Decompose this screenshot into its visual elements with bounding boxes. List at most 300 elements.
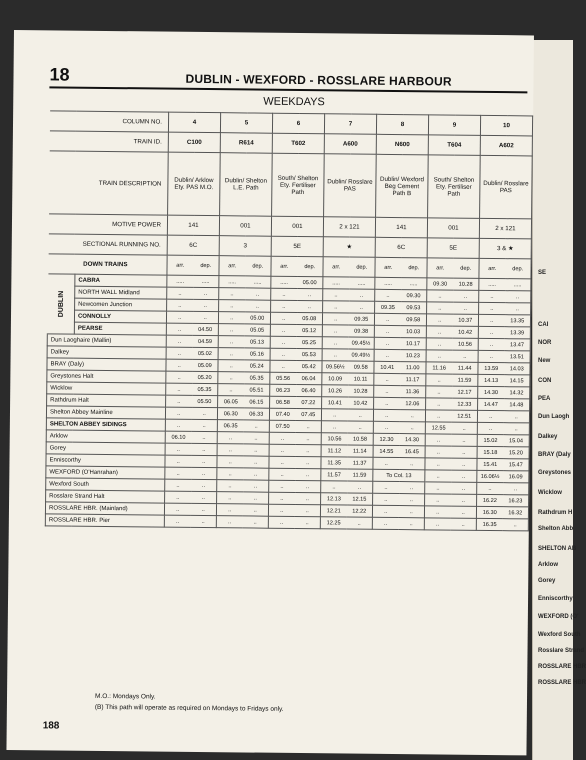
time-cell: .. [374, 373, 400, 385]
time-cell: .. [349, 289, 375, 301]
time-cell: .. [453, 302, 479, 314]
time-cell: ..... [375, 277, 401, 289]
time-cell: 11.35 [321, 457, 347, 469]
time-cell: .. [245, 300, 271, 312]
time-cell: 11.59 [452, 374, 478, 386]
time-cell: .. [374, 313, 400, 325]
motive-power-cell: 001 [271, 216, 323, 237]
time-cell: 11.14 [347, 445, 373, 457]
time-cell: 14.47 [478, 398, 504, 410]
time-cell: .. [166, 323, 192, 335]
time-cell: ..... [323, 277, 349, 289]
time-cell: .. [270, 312, 296, 324]
adjacent-page-label: NOR [538, 340, 552, 346]
adjacent-page-label: CON [538, 378, 552, 384]
time-cell: .. [374, 337, 400, 349]
time-cell: 12.30 [373, 433, 399, 445]
dep-header: dep. [453, 258, 479, 278]
time-cell: .. [426, 350, 452, 362]
time-cell: 07.45 [295, 408, 321, 420]
time-cell: .. [243, 444, 269, 456]
time-cell: .. [165, 407, 191, 419]
time-cell: 05.50 [192, 395, 218, 407]
time-cell: .. [373, 421, 399, 433]
time-cell: .. [191, 467, 217, 479]
time-cell: .. [268, 504, 294, 516]
time-cell: .. [374, 349, 400, 361]
time-cell: ..... [271, 276, 297, 288]
adjacent-page-label: ROSSLARE HBR [538, 664, 586, 670]
station-name: ROSSLARE HBR. Pier [45, 514, 164, 527]
time-cell: .. [321, 409, 347, 421]
time-cell: .. [479, 290, 505, 302]
time-cell: .. [217, 456, 243, 468]
time-cell: 06.58 [270, 396, 296, 408]
time-cell: ..... [401, 278, 427, 290]
time-cell: .. [425, 410, 451, 422]
time-cell: .. [218, 372, 244, 384]
time-cell: .. [323, 301, 349, 313]
time-cell: .. [425, 482, 451, 494]
time-cell: .. [192, 311, 218, 323]
time-cell: .. [269, 456, 295, 468]
adjacent-page-label: Dun Laogh [538, 414, 570, 420]
schedule-label: WEEKDAYS [263, 95, 325, 109]
time-cell: 09.53 [401, 302, 427, 314]
adjacent-page-label: BRAY (Daly [538, 452, 571, 458]
time-cell: 13.51 [504, 351, 530, 363]
time-cell: .. [216, 504, 242, 516]
time-cell: .. [269, 432, 295, 444]
time-cell: .. [425, 446, 451, 458]
adjacent-page-label: Greystones [538, 470, 572, 476]
time-cell: 14.30 [478, 386, 504, 398]
time-cell: .. [477, 410, 503, 422]
time-cell: .. [191, 407, 217, 419]
time-cell: .. [426, 374, 452, 386]
time-cell: .. [269, 444, 295, 456]
time-cell: 12.06 [400, 398, 426, 410]
time-cell: .. [479, 302, 505, 314]
time-cell: .. [322, 349, 348, 361]
time-cell: 13.47 [504, 339, 530, 351]
time-cell: 14.32 [504, 387, 530, 399]
time-cell: 10.42 [348, 397, 374, 409]
station-name: ROSSLARE HBR. (Mainland) [45, 502, 164, 515]
sectional-running-cell: 6C [167, 235, 219, 256]
train-id-cell: A600 [324, 134, 376, 155]
time-cell: 06.23 [270, 384, 296, 396]
dep-header: dep. [245, 256, 271, 276]
time-cell: 12.22 [346, 505, 372, 517]
time-cell: .. [218, 348, 244, 360]
time-cell: 16.22 [477, 494, 503, 506]
time-cell: 15.20 [503, 447, 529, 459]
train-id-cell: A602 [480, 135, 532, 156]
time-cell: .. [217, 468, 243, 480]
time-cell: ..... [219, 276, 245, 288]
time-cell: 12.13 [321, 493, 347, 505]
train-id-label: TRAIN ID. [49, 131, 168, 152]
time-cell: 15.41 [477, 458, 503, 470]
station-name: Enniscorthy [46, 454, 165, 467]
time-cell: .. [217, 444, 243, 456]
time-cell: .. [268, 516, 294, 528]
time-cell: .. [166, 335, 192, 347]
timetable-page [6, 30, 534, 755]
time-cell: 05.12 [296, 324, 322, 336]
time-cell: .. [217, 480, 243, 492]
title-rule [49, 86, 527, 93]
time-cell: .. [191, 491, 217, 503]
time-cell: .. [242, 516, 268, 528]
time-cell: 11.59 [347, 469, 373, 481]
time-cell: 09.49½ [348, 349, 374, 361]
time-cell: 15.18 [477, 446, 503, 458]
time-cell: .. [503, 423, 529, 435]
adjacent-page-label: New [538, 358, 551, 364]
time-cell: 16.35 [476, 518, 502, 530]
time-cell: 07.40 [269, 408, 295, 420]
arr-header: arr. [323, 257, 349, 277]
time-cell: .. [165, 419, 191, 431]
time-cell: 07.22 [296, 396, 322, 408]
sectional-running-cell: 3 & ★ [479, 238, 531, 259]
train-id-cell: N600 [376, 134, 428, 155]
adjacent-page-label: Shelton Abb [538, 526, 574, 532]
time-cell: .. [451, 494, 477, 506]
column-no-cell: 4 [168, 112, 220, 133]
time-cell: .. [295, 492, 321, 504]
adjacent-page-label: Rosslare Strand [538, 648, 585, 654]
time-cell: .. [427, 302, 453, 314]
time-cell: .. [450, 506, 476, 518]
column-no-cell: 9 [428, 115, 480, 136]
time-cell: 05.24 [244, 360, 270, 372]
time-cell: .. [271, 300, 297, 312]
station-name: Gorey [46, 442, 165, 455]
station-name: Wicklow [47, 382, 166, 395]
time-cell: 05.51 [244, 384, 270, 396]
time-cell: .. [451, 482, 477, 494]
time-cell: .. [193, 299, 219, 311]
time-cell: .. [478, 338, 504, 350]
time-cell: .. [269, 492, 295, 504]
time-cell: 05.35 [192, 383, 218, 395]
time-cell: 09.58 [348, 361, 374, 373]
time-cell: .. [243, 432, 269, 444]
time-cell: 13.59 [478, 362, 504, 374]
sectional-running-cell: 3 [219, 236, 271, 257]
time-cell: .. [424, 506, 450, 518]
station-name: Rosslare Strand Halt [46, 490, 165, 503]
time-cell: .. [426, 386, 452, 398]
time-cell: 10.42 [452, 326, 478, 338]
time-cell: 09.30 [427, 278, 453, 290]
column-no-label: COLUMN NO. [49, 111, 168, 132]
station-name: PEARSE [74, 322, 166, 335]
train-description-cell: Dublin/ Wexford Beg Cement Path B [376, 154, 429, 218]
time-cell: .. [374, 325, 400, 337]
time-cell: .. [451, 422, 477, 434]
time-cell: .. [426, 398, 452, 410]
time-cell: ..... [479, 278, 505, 290]
time-cell: 14.15 [504, 375, 530, 387]
time-cell: ..... [505, 279, 531, 291]
time-cell: 13.39 [504, 327, 530, 339]
time-cell: .. [451, 446, 477, 458]
dublin-group-text: DUBLIN [57, 290, 65, 318]
sectional-running-label: SECTIONAL RUNNING NO. [48, 234, 167, 255]
motive-power-cell: 2 x 121 [323, 217, 375, 238]
time-cell: .. [426, 338, 452, 350]
time-cell: .. [505, 291, 531, 303]
time-cell: 16.23 [503, 495, 529, 507]
down-trains-label: DOWN TRAINS [48, 254, 167, 275]
time-cell: .. [347, 481, 373, 493]
time-cell: .. [165, 491, 191, 503]
page-title: DUBLIN - WEXFORD - ROSSLARE HARBOUR [185, 71, 452, 89]
time-cell: To Col. 13 [373, 469, 425, 482]
time-cell: 09.45½ [348, 337, 374, 349]
time-cell: 10.37 [452, 314, 478, 326]
footer-page-number: 188 [42, 720, 60, 732]
station-name: CONNOLLY [74, 310, 166, 323]
notes [95, 691, 284, 715]
time-cell: .. [295, 420, 321, 432]
time-cell: .. [190, 503, 216, 515]
time-cell: .. [426, 314, 452, 326]
dublin-group-label [47, 274, 75, 334]
time-cell: 10.26 [322, 385, 348, 397]
train-id-cell: T604 [428, 135, 480, 156]
time-cell: .. [166, 311, 192, 323]
time-cell: .. [502, 519, 528, 531]
time-cell: .. [450, 518, 476, 530]
arr-header: arr. [375, 257, 401, 277]
time-cell: .. [269, 480, 295, 492]
time-cell: .. [271, 288, 297, 300]
time-cell: 06.04 [296, 372, 322, 384]
time-cell: ..... [193, 275, 219, 287]
time-cell: .. [477, 482, 503, 494]
dep-header: dep. [401, 258, 427, 278]
adjacent-page-label: Enniscorthy [538, 596, 573, 602]
station-name: CABRA [75, 274, 167, 287]
time-cell: 05.08 [296, 312, 322, 324]
time-cell: .. [322, 337, 348, 349]
time-cell: .. [218, 324, 244, 336]
column-no-cell: 10 [480, 115, 532, 136]
time-cell: .. [346, 517, 372, 529]
time-cell: 09.30 [401, 290, 427, 302]
time-cell: 10.56 [321, 433, 347, 445]
adjacent-page-label: Wicklow [538, 490, 562, 496]
time-cell: .. [503, 411, 529, 423]
column-no-cell: 6 [272, 113, 324, 134]
station-name: Shelton Abbey Mainline [46, 406, 165, 419]
time-cell: .. [295, 468, 321, 480]
time-cell: 11.44 [452, 362, 478, 374]
train-id-cell: R614 [220, 133, 272, 154]
arr-header: arr. [271, 256, 297, 276]
time-cell: .. [297, 300, 323, 312]
time-cell: .. [294, 516, 320, 528]
time-cell: 15.04 [503, 435, 529, 447]
time-cell: .. [503, 483, 529, 495]
time-cell: .. [166, 383, 192, 395]
time-cell: 10.41 [322, 397, 348, 409]
train-description-label: TRAIN DESCRIPTION [49, 151, 169, 215]
station-name: Greystones Halt [47, 370, 166, 383]
arr-header: arr. [219, 256, 245, 276]
time-cell: 06.30 [217, 408, 243, 420]
time-cell: .. [374, 385, 400, 397]
time-cell: .. [372, 505, 398, 517]
time-cell: 06.35 [217, 420, 243, 432]
time-cell: 05.00 [244, 312, 270, 324]
time-cell: .. [349, 301, 375, 313]
time-cell: 13.35 [504, 315, 530, 327]
motive-power-cell: 141 [375, 217, 427, 238]
time-cell: 11.36 [400, 386, 426, 398]
train-description-cell: South/ Shelton Ety. Fertiliser Path [272, 153, 325, 217]
time-cell: ..... [349, 277, 375, 289]
time-cell: .. [191, 431, 217, 443]
time-cell: .. [166, 359, 192, 371]
time-cell: .. [399, 458, 425, 470]
time-cell: .. [477, 422, 503, 434]
time-cell: .. [321, 481, 347, 493]
note-b: (B) This path will operate as required on Mondays to Fridays only. [94, 703, 284, 713]
time-cell: .. [451, 458, 477, 470]
station-name: NORTH WALL Midland [75, 286, 167, 299]
time-cell: .. [165, 455, 191, 467]
time-cell: .. [243, 468, 269, 480]
time-cell: .. [322, 325, 348, 337]
time-cell: 14.13 [478, 374, 504, 386]
time-cell: 07.50 [269, 420, 295, 432]
adjacent-page-label: Dalkey [538, 434, 558, 440]
time-cell: 15.47 [503, 459, 529, 471]
time-cell: .. [425, 470, 451, 482]
time-cell: .. [269, 468, 295, 480]
time-cell: .. [373, 409, 399, 421]
dep-header: dep. [349, 257, 375, 277]
time-cell: 05.35 [244, 372, 270, 384]
dep-header: dep. [193, 255, 219, 275]
time-cell: .. [245, 288, 271, 300]
time-cell: .. [218, 384, 244, 396]
time-cell: 14.48 [504, 399, 530, 411]
dep-header: dep. [505, 259, 531, 279]
adjacent-page-label: ROSSLARE HBR [538, 680, 586, 686]
time-cell: .. [191, 479, 217, 491]
time-cell: .. [243, 480, 269, 492]
time-cell: .. [427, 290, 453, 302]
arr-header: arr. [427, 258, 453, 278]
time-cell: 06.40 [296, 384, 322, 396]
timetable [45, 110, 533, 531]
time-cell: .. [295, 444, 321, 456]
time-cell: 12.51 [451, 410, 477, 422]
time-cell: 10.11 [348, 373, 374, 385]
time-cell: 09.38 [348, 325, 374, 337]
time-cell: 04.50 [192, 323, 218, 335]
time-cell: .. [165, 443, 191, 455]
time-cell: .. [323, 289, 349, 301]
time-cell: .. [375, 289, 401, 301]
time-cell: .. [270, 324, 296, 336]
time-cell: 16.45 [399, 446, 425, 458]
time-cell: .. [451, 434, 477, 446]
time-cell: .. [217, 432, 243, 444]
time-cell: .. [374, 397, 400, 409]
train-description-cell: Dublin/ Shelton L.E. Path [220, 153, 273, 217]
time-cell: .. [164, 503, 190, 515]
time-cell: .. [242, 504, 268, 516]
time-cell: 10.41 [374, 361, 400, 373]
page-number: 18 [49, 64, 70, 85]
sectional-running-cell: 5E [271, 236, 323, 257]
time-cell: 05.20 [192, 371, 218, 383]
note-mo: M.O.: Mondays Only. [94, 692, 156, 701]
time-cell: 11.57 [321, 469, 347, 481]
train-description-row [49, 151, 533, 219]
time-cell: ..... [245, 276, 271, 288]
arr-header: arr. [479, 258, 505, 278]
time-cell: .. [164, 515, 190, 527]
time-cell: .. [218, 360, 244, 372]
time-cell: .. [166, 395, 192, 407]
time-cell: .. [218, 336, 244, 348]
column-no-cell: 8 [376, 114, 428, 135]
column-no-cell: 5 [220, 113, 272, 134]
time-cell: 16.06½ [477, 470, 503, 482]
time-cell: 10.03 [400, 326, 426, 338]
time-cell: .. [453, 290, 479, 302]
time-cell: .. [478, 326, 504, 338]
time-cell: .. [426, 326, 452, 338]
time-cell: .. [425, 458, 451, 470]
train-id-cell: T602 [272, 133, 324, 154]
time-cell: 14.03 [504, 363, 530, 375]
time-cell: 16.09 [503, 471, 529, 483]
motive-power-cell: 2 x 121 [479, 218, 531, 239]
time-cell: 14.30 [399, 434, 425, 446]
motive-power-cell: 001 [219, 216, 271, 237]
time-cell: 14.55 [373, 445, 399, 457]
adjacent-page-label: CAI [538, 322, 549, 328]
time-cell: .. [505, 303, 531, 315]
time-cell: 12.33 [452, 398, 478, 410]
time-cell: 16.32 [502, 507, 528, 519]
time-cell: 06.05 [218, 396, 244, 408]
time-cell: .. [167, 299, 193, 311]
adjacent-page-label: Rathdrum H [538, 510, 573, 516]
time-cell: .. [399, 482, 425, 494]
motive-power-cell: 141 [167, 215, 219, 236]
time-cell: .. [270, 336, 296, 348]
time-cell: .. [191, 419, 217, 431]
adjacent-page-label: Arklow [538, 562, 559, 568]
time-cell: 09.56½ [322, 361, 348, 373]
time-cell: .. [478, 314, 504, 326]
time-cell: 11.00 [400, 362, 426, 374]
adjacent-page-label: Wexford South [538, 632, 581, 638]
station-name: SHELTON ABBEY SIDINGS [46, 418, 165, 431]
train-description-cell: South/ Shelton Ety. Fertiliser Path [428, 155, 481, 219]
